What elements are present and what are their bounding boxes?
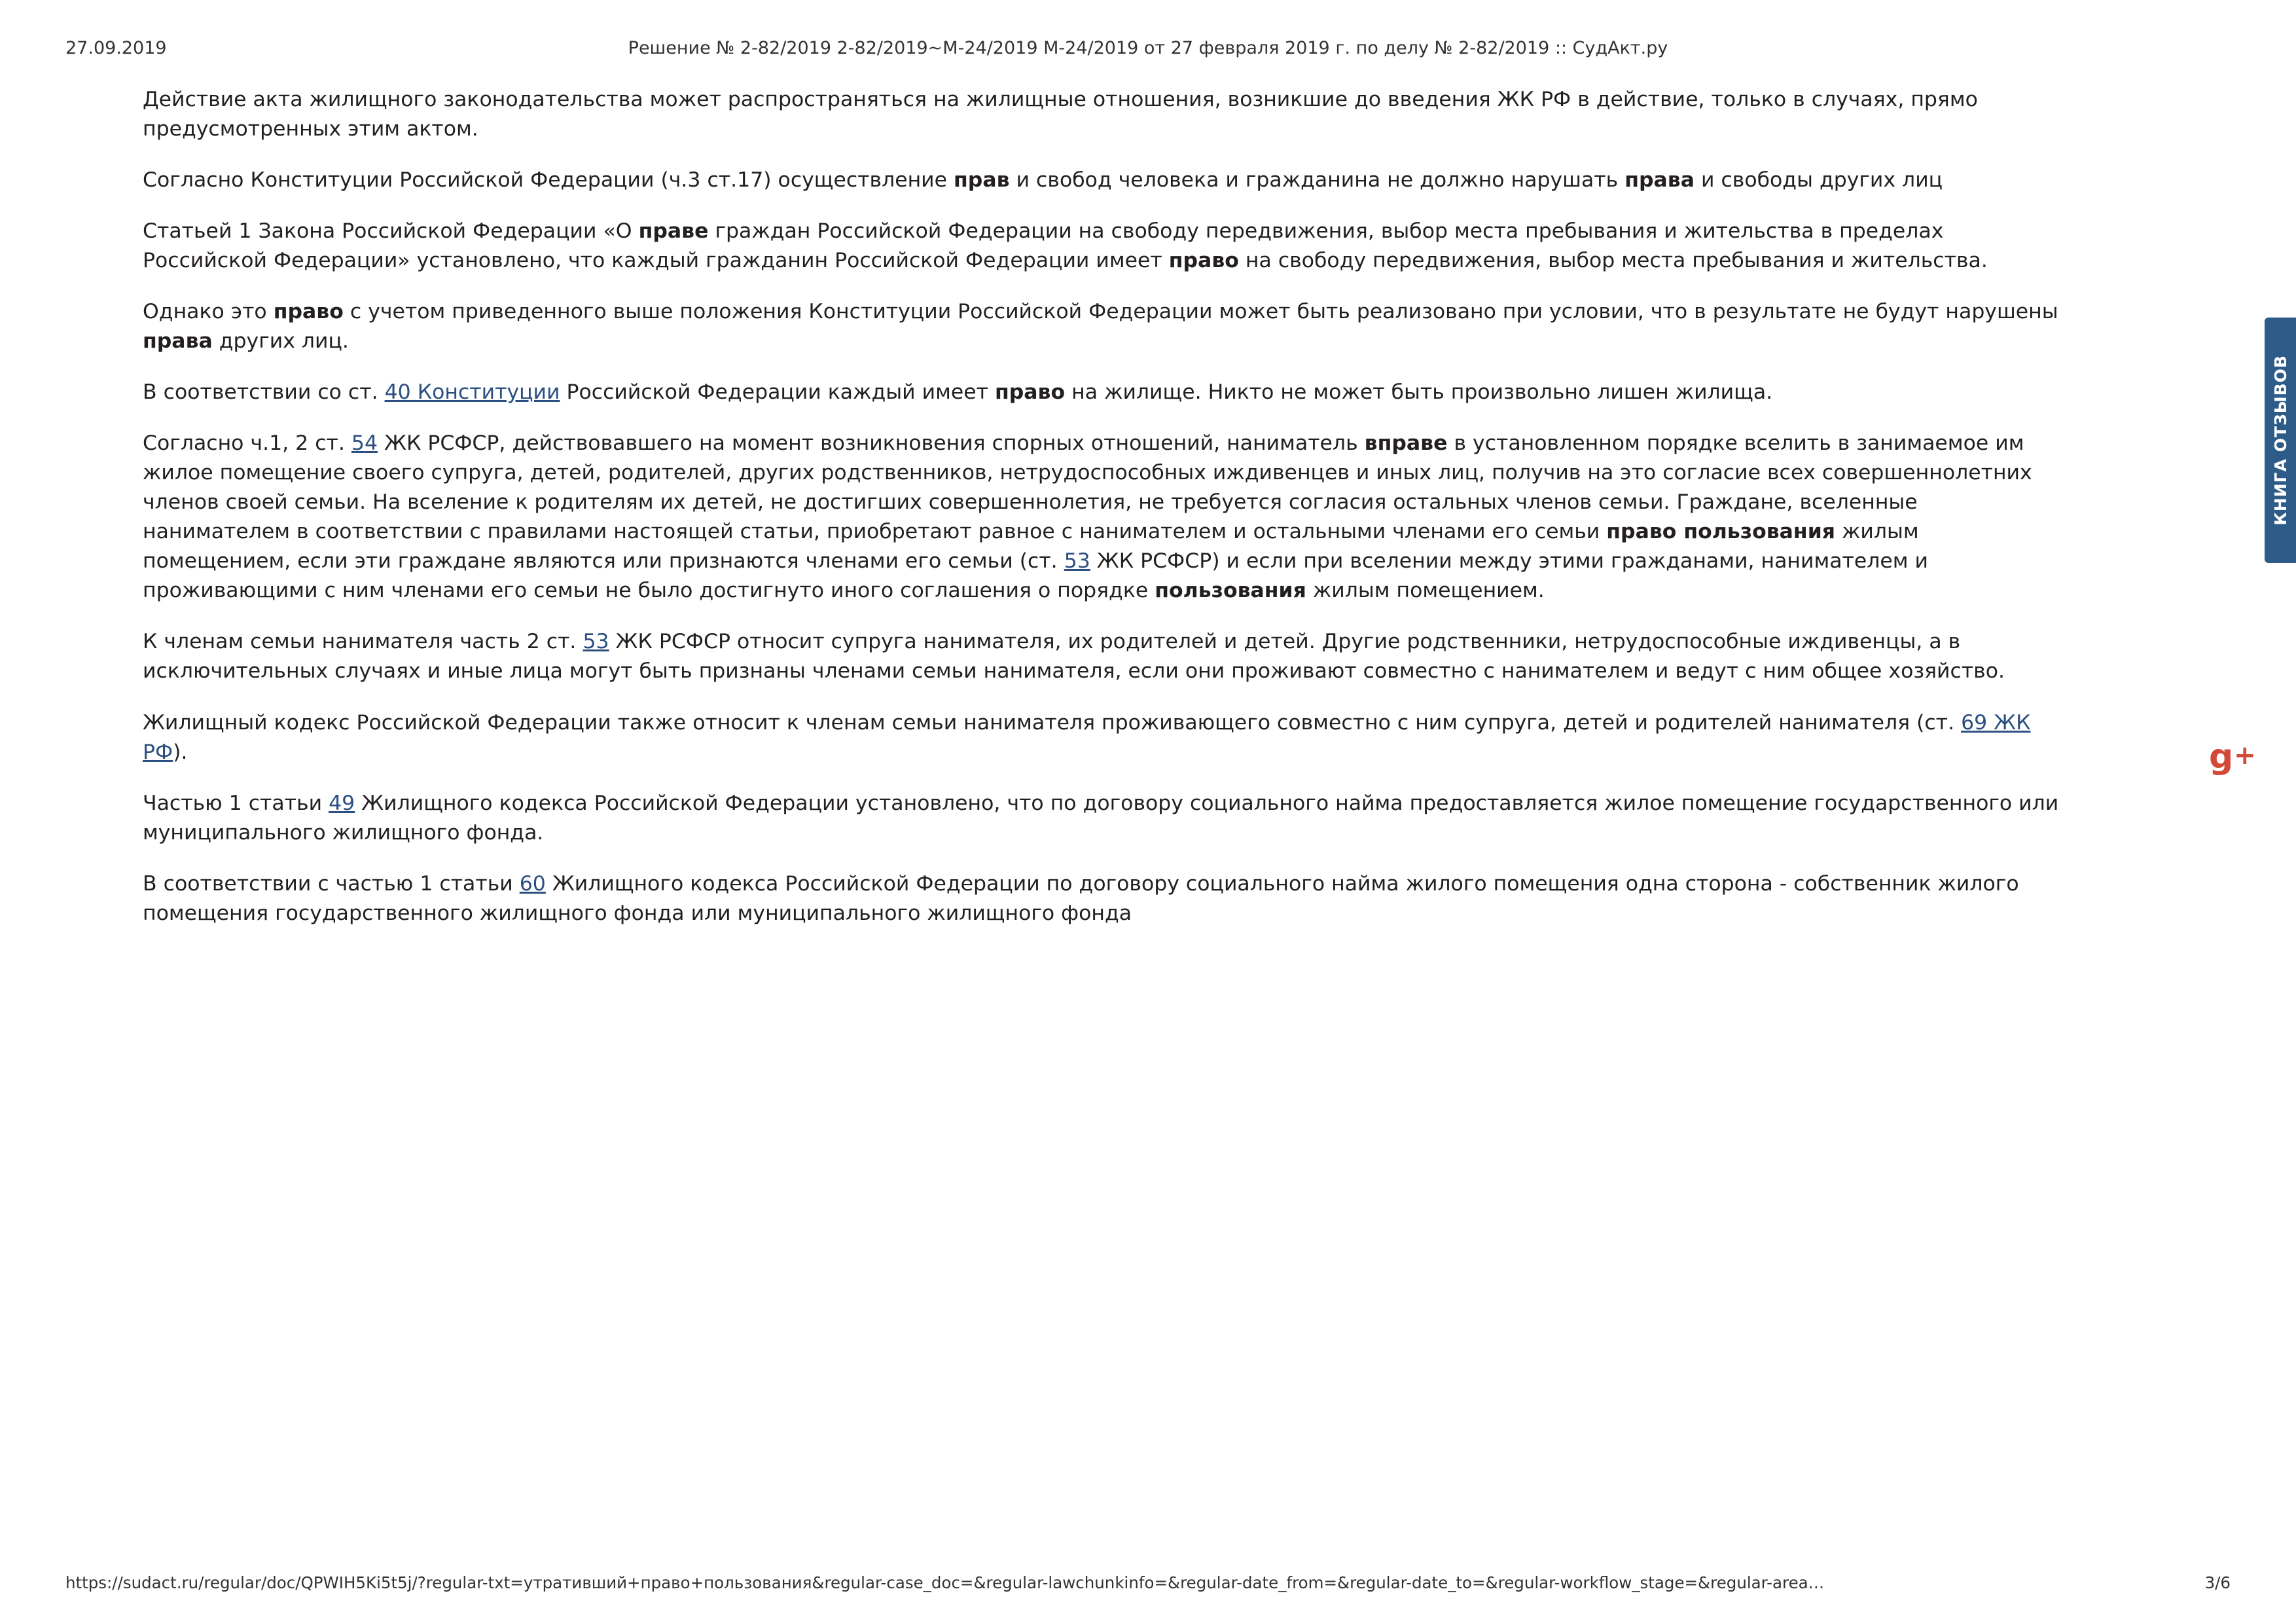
paragraph: [143, 429, 2060, 606]
highlighted-term: праве: [638, 219, 709, 244]
highlighted-term: права: [1624, 168, 1695, 192]
text-run: К членам семьи нанимателя часть 2 ст.: [143, 630, 583, 654]
highlighted-term: право: [273, 300, 344, 324]
print-footer: [0, 1573, 2296, 1596]
print-footer-url: https://sudact.ru/regular/doc/QPWIH5Ki5t5j/?regular-txt=утративший+право+пользования&regular-case_doc=&regular-lawchunkinfo=&regular-date_from=&regular-date_to=&regular-workflow_stage=&regular-area…: [65, 1573, 1825, 1592]
print-header-title: Решение № 2-82/2019 2-82/2019~М-24/2019 М-24/2019 от 27 февраля 2019 г. по делу № 2-82/2019 :: СудАкт.ру: [628, 38, 1668, 58]
paragraph: [143, 627, 2060, 686]
legal-reference-link[interactable]: 54: [351, 431, 378, 456]
text-run: ).: [173, 740, 188, 764]
text-run: и свободы других лиц: [1694, 168, 1943, 192]
text-run: В соответствии со ст.: [143, 380, 385, 405]
legal-reference-link[interactable]: 53: [1064, 549, 1090, 574]
paragraph: [143, 378, 2060, 407]
text-run: Жилищный кодекс Российской Федерации также относит к членам семьи нанимателя проживающего совместно с ним супруга, детей и родителей нанимателя (ст.: [143, 710, 1962, 735]
paragraph: [143, 869, 2060, 928]
highlighted-term: право: [994, 380, 1066, 405]
text-run: Жилищного кодекса Российской Федерации установлено, что по договору социального найма предоставляется жилое помещение государственного или муниципального жилищного фонда.: [143, 791, 2059, 845]
text-run: в установленном порядке вселить в занимаемое им жилое помещение своего супруга, детей, родителей, других родственников, нетрудоспособных иждивенцев и иных лиц, получив на это согласие всех совершеннолетних членов своей семьи. На вселение к родителям их детей, не достигших совершеннолетия, не требуется согласия остальных членов семьи. Граждане, вселенные нанимателем в соответствии с правилами настоящей статьи, приобретают равное с нанимателем и остальными членами его семьи: [143, 431, 2032, 544]
paragraph: [143, 789, 2060, 848]
document-text: [143, 85, 2060, 928]
text-run: с учетом приведенного выше положения Конституции Российской Федерации может быть реализовано при условии, что в результате не будут нарушены: [343, 300, 2058, 324]
highlighted-term: право: [1168, 249, 1239, 273]
text-run: на свободу передвижения, выбор места пребывания и жительства.: [1238, 249, 1988, 273]
text-run: Статьей 1 Закона Российской Федерации «О: [143, 219, 639, 244]
text-run: ЖК РСФСР) и если при вселении между этими гражданами, нанимателем и проживающими с ним членами его семьи не было достигнуто иного соглашения о порядке: [143, 549, 1929, 603]
text-run: Согласно ч.1, 2 ст.: [143, 431, 351, 456]
text-run: других лиц.: [212, 329, 349, 354]
legal-reference-link[interactable]: 49: [329, 791, 355, 815]
paragraph: [143, 297, 2060, 356]
svg-text:+: +: [2234, 740, 2256, 771]
text-run: жилым помещением.: [1306, 579, 1545, 603]
highlighted-term: вправе: [1364, 431, 1448, 456]
paragraph: [143, 708, 2060, 767]
text-run: В соответствии с частью 1 статьи: [143, 871, 520, 896]
highlighted-term: право пользования: [1606, 520, 1835, 544]
print-footer-page-number: 3/6: [2204, 1573, 2231, 1592]
text-run: граждан Российской Федерации на свободу передвижения, выбор места пребывания и жительства в пределах Российской Федерации» установлено, что каждый гражданин Российской Федерации имеет: [143, 219, 1944, 273]
text-run: Жилищного кодекса Российской Федерации по договору социального найма жилого помещения одна сторона - собственник жилого помещения государственного жилищного фонда или муниципального жилищного фонда: [143, 871, 2019, 925]
legal-reference-link[interactable]: 69 ЖК РФ: [143, 710, 2031, 764]
google-plus-icon: [2209, 738, 2260, 776]
paragraph: [143, 166, 2060, 195]
feedback-book-tab-label: КНИГА ОТЗЫВОВ: [2270, 355, 2290, 526]
highlighted-term: прав: [954, 168, 1010, 192]
highlighted-term: пользования: [1155, 579, 1306, 603]
text-run: Российской Федерации каждый имеет: [560, 380, 995, 405]
legal-reference-link[interactable]: 60: [519, 871, 546, 896]
highlighted-term: права: [143, 329, 213, 354]
text-run: на жилище. Никто не может быть произвольно лишен жилища.: [1065, 380, 1773, 405]
text-run: и свобод человека и гражданина не должно нарушать: [1009, 168, 1625, 192]
legal-reference-link[interactable]: 53: [583, 630, 609, 654]
legal-reference-link[interactable]: 40 Конституции: [384, 380, 560, 405]
text-run: жилым помещением, если эти граждане являются или признаются членами его семьи (ст.: [143, 520, 1919, 574]
print-header: [0, 38, 2296, 64]
text-run: Частью 1 статьи: [143, 791, 329, 815]
text-run: Согласно Конституции Российской Федерации (ч.3 ст.17) осуществление: [143, 168, 954, 192]
text-run: ЖК РСФСР, действовавшего на момент возникновения спорных отношений, наниматель: [378, 431, 1365, 456]
google-plus-share-button[interactable]: [2204, 727, 2265, 787]
svg-text:g: g: [2209, 738, 2234, 776]
paragraph: [143, 85, 2060, 144]
text-run: ЖК РСФСР относит супруга нанимателя, их родителей и детей. Другие родственники, нетрудоспособные иждивенцы, а в исключительных случаях и иные лица могут быть признаны членами семьи нанимателя, если они проживают совместно с нанимателем и ведут с ним общее хозяйство.: [143, 630, 2005, 684]
feedback-book-tab[interactable]: [2265, 318, 2296, 563]
text-run: Действие акта жилищного законодательства может распространяться на жилищные отношения, возникшие до введения ЖК РФ в действие, только в случаях, прямо предусмотренных этим актом.: [143, 88, 1978, 141]
paragraph: [143, 217, 2060, 276]
text-run: Однако это: [143, 300, 274, 324]
print-header-date: 27.09.2019: [65, 38, 167, 58]
